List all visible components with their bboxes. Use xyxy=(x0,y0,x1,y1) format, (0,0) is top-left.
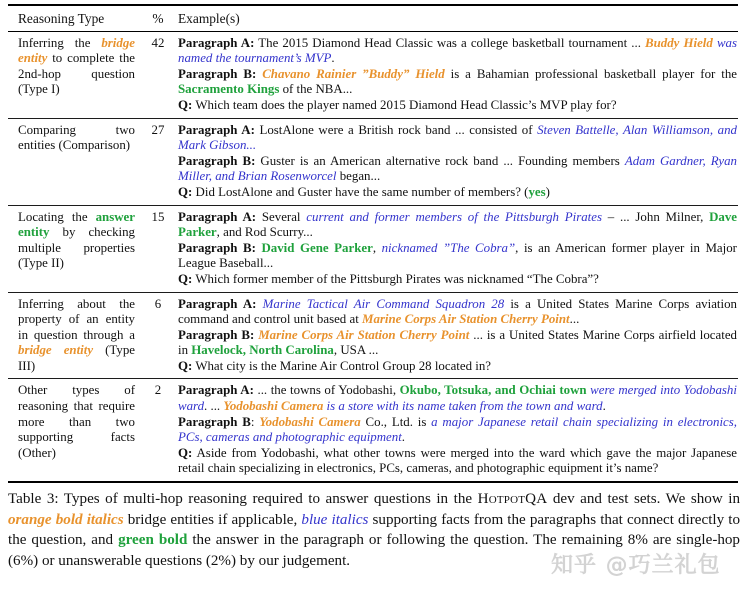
text-segment: Chavano Rainier ”Buddy” Hield xyxy=(262,66,445,81)
text-segment: is a United States Marine Corps aviation command and control unit based at xyxy=(178,296,737,327)
text-segment: Paragraph B xyxy=(178,414,251,429)
text-segment: Marine Corps Air Station Cherry Point xyxy=(258,327,470,342)
example-paragraph xyxy=(178,154,737,185)
example-paragraph xyxy=(178,185,737,201)
column-header-examples: Example(s) xyxy=(178,11,240,26)
text-segment: . xyxy=(331,51,335,66)
text-segment: Which former member of the Pittsburgh Pirates was nicknamed “The Cobra”? xyxy=(192,271,599,286)
example-cell xyxy=(178,123,738,201)
text-segment: current and former members of the Pittsburgh Pirates xyxy=(306,209,603,224)
text-segment: Q: xyxy=(178,97,193,112)
table-header xyxy=(8,6,738,32)
text-segment: orange bold italics xyxy=(8,511,124,528)
text-segment: Comparing two entities (Comparison) xyxy=(18,122,135,153)
text-segment: . xyxy=(401,430,406,445)
example-cell xyxy=(178,36,738,114)
text-segment: by checking multiple properties (Type II) xyxy=(18,225,135,271)
text-segment: Inferring the xyxy=(18,35,102,50)
table-row xyxy=(8,119,738,206)
text-segment: Paragraph B: xyxy=(178,153,256,168)
text-segment: , USA ... xyxy=(333,343,379,358)
table-row xyxy=(8,206,738,293)
text-segment: Okubo, Totsuka, and Ochiai town xyxy=(399,383,587,398)
text-segment: Marine Corps Air Station Cherry Point xyxy=(362,312,570,327)
text-segment: Several xyxy=(256,209,307,224)
text-segment: ... xyxy=(569,312,580,327)
text-segment: Paragraph B: xyxy=(178,66,263,81)
text-segment: Havelock, North Carolina xyxy=(191,343,334,358)
example-paragraph xyxy=(178,98,737,114)
example-paragraph xyxy=(178,36,737,67)
text-segment: to complete the 2nd-hop question (Type I) xyxy=(18,51,135,97)
percent-cell: 27 xyxy=(151,122,165,137)
example-cell xyxy=(178,210,738,288)
example-paragraph xyxy=(178,328,737,359)
text-segment: nicknamed ”The Cobra” xyxy=(381,240,516,255)
text-segment: dev and test sets. We show in xyxy=(547,491,740,508)
reasoning-types-table xyxy=(8,4,738,483)
text-segment: LostAlone were a British rock band ... consisted of xyxy=(254,122,538,137)
text-segment: ... the towns of Yodobashi, xyxy=(253,383,400,398)
text-segment: Sacramento Kings xyxy=(178,82,280,97)
example-paragraph xyxy=(178,272,737,288)
text-segment: Q: xyxy=(178,358,193,373)
text-segment: Paragraph A: xyxy=(178,296,263,311)
percent-cell: 2 xyxy=(154,383,162,398)
text-segment: Did LostAlone and Guster have the same number of members? ( xyxy=(192,184,529,199)
example-paragraph xyxy=(178,446,737,477)
example-paragraph xyxy=(178,123,737,154)
text-segment: Yodobashi Camera xyxy=(223,399,324,414)
text-segment: Paragraph A: xyxy=(178,122,255,137)
text-segment: of the NBA... xyxy=(279,82,353,97)
text-segment: Steven Battelle, Alan Williamson, and Mark Gibson... xyxy=(178,122,737,153)
text-segment: Q: xyxy=(178,271,193,286)
reasoning-type-cell xyxy=(18,123,144,201)
text-segment: HotpotQA xyxy=(477,491,548,508)
text-segment: ) xyxy=(545,184,550,199)
table-row xyxy=(8,293,738,380)
text-segment: David Gene Parker xyxy=(261,240,373,255)
text-segment: Table 3: Types of multi-hop reasoning required to answer questions in the xyxy=(8,491,478,508)
text-segment: . xyxy=(602,399,606,414)
text-segment: : xyxy=(250,414,260,429)
example-paragraph xyxy=(178,241,737,272)
text-segment: blue italics xyxy=(301,511,369,528)
text-segment: Adam Gardner, Ryan Miller, and Brian Rosenworcel xyxy=(178,153,737,184)
text-segment: a major Japanese retail chain specializing in electronics, PCs, cameras and photographic equipment xyxy=(178,414,737,445)
text-segment: the answer in the paragraph or following the question. The remaining 8% are single-hop (6%) or unanswerable questions (2%) by our judgement. xyxy=(8,532,740,569)
text-segment: bridge entity xyxy=(18,343,94,358)
text-segment: Paragraph A: xyxy=(178,35,255,50)
text-segment: green bold xyxy=(118,532,188,549)
watermark: 知乎 @巧兰礼包 xyxy=(551,553,721,578)
percent-cell: 6 xyxy=(154,296,162,311)
text-segment: , is an American former player in Major League Baseball... xyxy=(178,240,737,271)
example-paragraph xyxy=(178,297,737,328)
text-segment: Buddy Hield xyxy=(645,35,713,50)
text-segment: Inferring about the property of an entity in question through a xyxy=(18,296,135,342)
text-segment: Paragraph B: xyxy=(178,327,259,342)
text-segment: , and Rod Scurry... xyxy=(216,225,313,240)
example-paragraph xyxy=(178,415,737,446)
reasoning-type-cell xyxy=(18,297,144,375)
table-row xyxy=(8,32,738,119)
text-segment: began... xyxy=(336,169,381,184)
column-header-percent: % xyxy=(152,11,164,26)
text-segment: – ... John Milner, xyxy=(602,209,710,224)
text-segment: Which team does the player named 2015 Diamond Head Classic’s MVP play for? xyxy=(192,97,617,112)
table-row xyxy=(8,379,738,481)
text-segment: Paragraph A: xyxy=(178,383,254,398)
reasoning-type-cell xyxy=(18,36,144,114)
text-segment: Other types of reasoning that require more than two supporting facts (Other) xyxy=(18,383,135,460)
text-segment: Paragraph A: xyxy=(178,209,257,224)
text-segment: Co., Ltd. is xyxy=(360,414,432,429)
text-segment: were merged into Yodobashi ward xyxy=(178,383,737,414)
percent-cell: 15 xyxy=(151,209,165,224)
text-segment: . ... xyxy=(204,399,224,414)
text-segment: Locating the xyxy=(18,209,96,224)
text-segment: answer entity xyxy=(18,209,135,240)
text-segment: bridge entities if applicable, xyxy=(123,511,302,528)
example-paragraph xyxy=(178,359,737,375)
text-segment: What city is the Marine Air Control Group 28 located in? xyxy=(192,358,492,373)
text-segment: bridge entity xyxy=(18,35,135,66)
percent-cell: 42 xyxy=(151,35,165,50)
text-segment: Q: xyxy=(178,445,193,460)
text-segment: is a store with its name taken from the town and ward xyxy=(326,399,603,414)
text-segment: (Type III) xyxy=(18,343,135,373)
reasoning-type-cell xyxy=(18,210,144,288)
table-body xyxy=(8,32,738,481)
example-cell xyxy=(178,383,738,477)
text-segment: ... is a United States Marine Corps airfield located in xyxy=(178,327,737,358)
text-segment: Marine Tactical Air Command Squadron 28 xyxy=(262,296,505,311)
text-segment: Dave Parker xyxy=(178,209,737,240)
reasoning-type-cell xyxy=(18,383,144,477)
text-segment: Paragraph B: xyxy=(178,240,262,255)
example-paragraph xyxy=(178,383,737,414)
example-paragraph xyxy=(178,210,737,241)
text-segment: yes xyxy=(528,184,546,199)
column-header-reasoning-type: Reasoning Type xyxy=(18,11,105,26)
text-segment: Guster is an American alternative rock band ... Founding members xyxy=(255,153,625,168)
text-segment: was named the tournament’s MVP xyxy=(178,35,737,66)
example-cell xyxy=(178,297,738,375)
text-segment: The 2015 Diamond Head Classic was a college basketball tournament ... xyxy=(254,35,646,50)
text-segment: Q: xyxy=(178,184,193,199)
example-paragraph xyxy=(178,67,737,98)
text-segment: Yodobashi Camera xyxy=(259,414,361,429)
text-segment: , xyxy=(372,240,382,255)
text-segment: is a Bahamian professional basketball player for the xyxy=(444,66,737,81)
text-segment: Aside from Yodobashi, what other towns were merged into the ward which gave the major Japanese retail chain specializing in electronics, PCs, cameras, and photographic equipment it’s name? xyxy=(178,445,737,476)
text-segment: supporting facts from the paragraphs that connect directly to the question, and xyxy=(8,511,740,549)
